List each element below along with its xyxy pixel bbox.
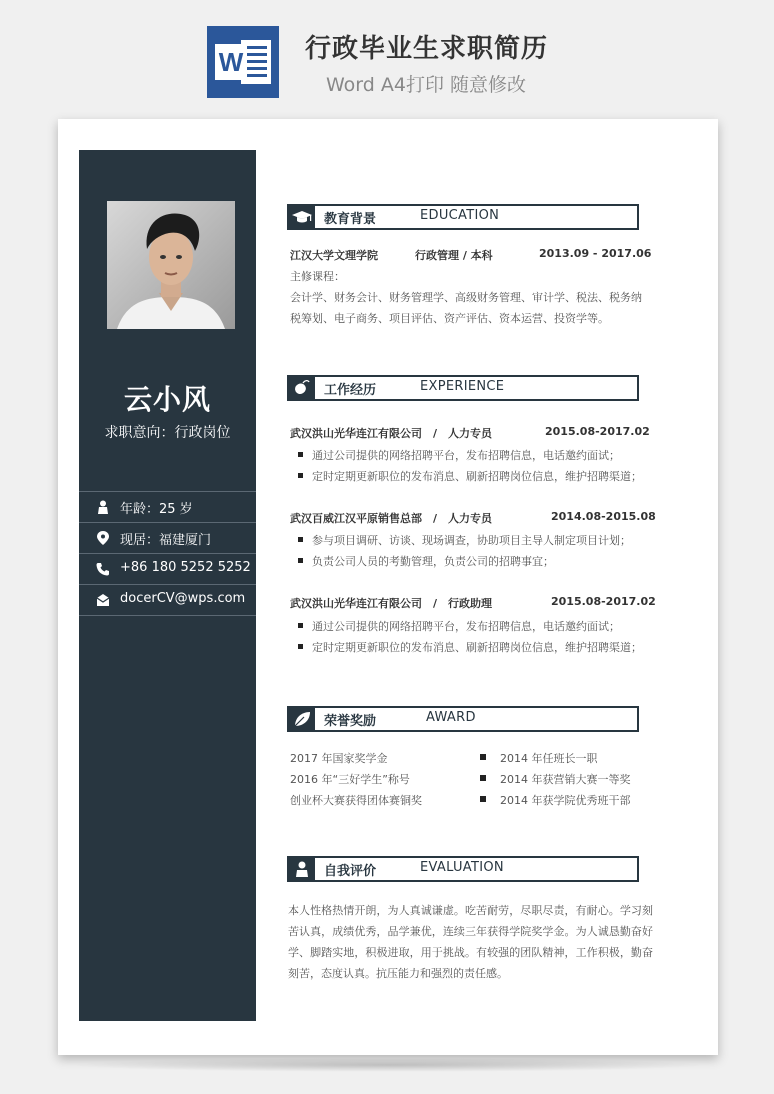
job-2-bullet-2: 负责公司人员的考勤管理，负责公司的招聘事宜； (290, 553, 554, 569)
page-subtitle: Word A4打印 随意修改 (326, 74, 527, 96)
section-evaluation-header (287, 856, 639, 882)
location-pin-icon (96, 531, 110, 545)
sidebar (79, 150, 256, 1021)
location-text: 现居：福建厦门 (120, 533, 212, 548)
section-education-en: EDUCATION (420, 208, 500, 223)
job-1-date: 2015.08-2017.02 (545, 425, 650, 438)
phone-icon (96, 562, 110, 576)
job-intent: 求职意向：行政岗位 (104, 425, 231, 441)
email-text: docerCV@wps.com (120, 591, 246, 606)
section-experience-en: EXPERIENCE (420, 379, 505, 394)
resume-page (58, 119, 718, 1055)
edu-courses-line2: 税筹划、电子商务、项目评估、资产评估、资本运营、投资学等。 (290, 312, 609, 325)
word-icon (207, 26, 279, 98)
section-experience-header (287, 375, 639, 401)
award-right-3: 2014 年获学院优秀班干部 (480, 792, 631, 808)
award-right-1: 2014 年任班长一职 (480, 750, 598, 766)
age-text: 年龄：25 岁 (120, 502, 193, 517)
mouse-icon (289, 377, 315, 399)
section-award-header (287, 706, 639, 732)
job-3-date: 2015.08-2017.02 (551, 595, 656, 608)
job-2-title: 武汉百威江汉平原销售总部 / 人力专员 (290, 512, 493, 525)
section-evaluation-cn: 自我评价 (324, 864, 377, 879)
section-education-header (287, 204, 639, 230)
profile-photo (107, 201, 235, 329)
edu-major: 行政管理 / 本科 (415, 249, 493, 262)
job-2-date: 2014.08-2015.08 (551, 510, 656, 523)
job-3-bullet-2: 定时定期更新职位的发布消息、刷新招聘岗位信息，维护招聘渠道； (290, 639, 642, 655)
award-left-1: 2017 年国家奖学金 (290, 752, 388, 765)
job-3-title: 武汉洪山光华连江有限公司 / 行政助理 (290, 597, 493, 610)
section-experience-cn: 工作经历 (324, 383, 377, 398)
edu-courses-line1: 会计学、财务会计、财务管理学、高级财务管理、审计学、税法、税务纳 (290, 291, 642, 304)
job-3-bullet-1: 通过公司提供的网络招聘平台，发布招聘信息，电话邀约面试； (290, 618, 620, 634)
section-evaluation-en: EVALUATION (420, 860, 504, 875)
award-left-3: 创业杯大赛获得团体赛铜奖 (290, 794, 422, 807)
info-location (79, 522, 256, 553)
candidate-name: 云小风 (123, 383, 211, 416)
word-letter: W (218, 47, 244, 77)
edu-date: 2013.09 - 2017.06 (539, 247, 652, 260)
job-1-bullet-2: 定时定期更新职位的发布消息、刷新招聘岗位信息，维护招聘渠道； (290, 468, 642, 484)
user-badge-icon (289, 858, 315, 880)
leaf-icon (289, 708, 315, 730)
info-age (79, 491, 256, 522)
graduation-cap-icon (289, 206, 315, 228)
job-1-title: 武汉洪山光华连江有限公司 / 人力专员 (290, 427, 493, 440)
info-phone (79, 553, 256, 584)
page-title: 行政毕业生求职简历 (305, 34, 549, 64)
person-icon (96, 500, 110, 514)
section-education-cn: 教育背景 (324, 212, 377, 227)
page-shadow (70, 1058, 706, 1072)
section-award-cn: 荣誉奖励 (324, 714, 377, 729)
info-email (79, 584, 256, 616)
section-award-en: AWARD (426, 710, 476, 725)
job-1-bullet-1: 通过公司提供的网络招聘平台，发布招聘信息，电话邀约面试； (290, 447, 620, 463)
edu-school: 江汉大学文理学院 (290, 249, 378, 262)
phone-text: +86 180 5252 5252 (120, 560, 251, 575)
envelope-icon (96, 593, 110, 607)
award-right-2: 2014 年获营销大赛一等奖 (480, 771, 631, 787)
edu-courses-label: 主修课程： (290, 270, 345, 283)
evaluation-text: 本人性格热情开朗，为人真诚谦虚。吃苦耐劳，尽职尽责，有耐心。学习刻苦认真，成绩优秀，品学兼优，连续三年获得学院奖学金。为人诚恳勤奋好学、脚踏实地，积极进取，用于挑战。有较强的团队精神，工作积极，勤奋刻苦，态度认真。抗压能力和强烈的责任感。 (288, 904, 653, 980)
award-left-2: 2016 年“三好学生”称号 (290, 773, 410, 786)
job-2-bullet-1: 参与项目调研、访谈、现场调查，协助项目主导人制定项目计划； (290, 532, 631, 548)
header (0, 0, 774, 118)
